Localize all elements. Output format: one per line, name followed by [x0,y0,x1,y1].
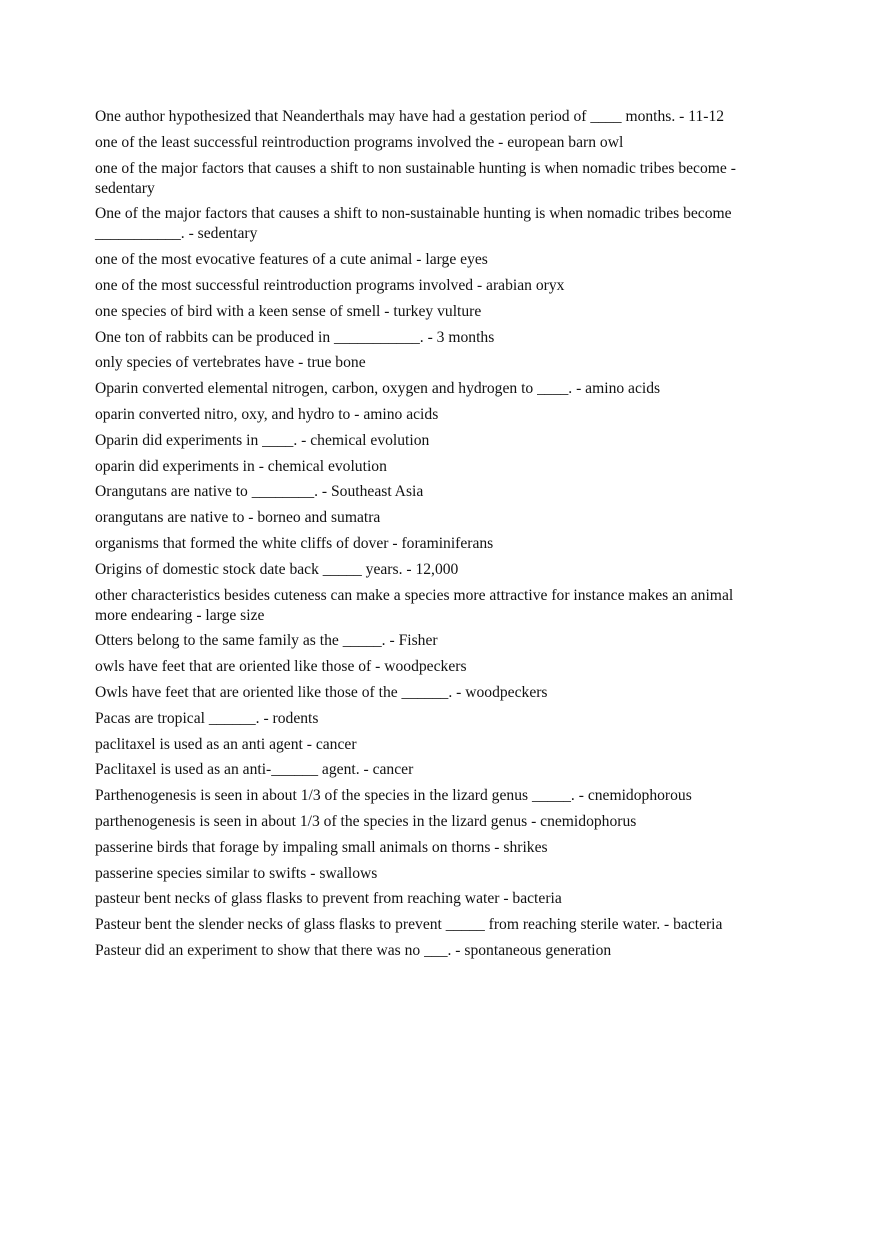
flashcard-entry: oparin converted nitro, oxy, and hydro to - amino acids [95,405,439,423]
flashcard-entry: One ton of rabbits can be produced in ___________. - 3 months [95,328,495,346]
flashcard-entry: pasteur bent necks of glass flasks to prevent from reaching water - bacteria [95,890,562,908]
flashcard-entry: orangutans are native to - borneo and sumatra [95,509,381,527]
flashcard-entry: Owls have feet that are oriented like those of the ______. - woodpeckers [95,683,548,701]
flashcard-entry: Orangutans are native to ________. - Southeast Asia [95,483,424,501]
flashcard-entry: one of the most evocative features of a cute animal - large eyes [95,251,488,269]
flashcard-list [95,107,755,967]
flashcard-entry: passerine birds that forage by impaling small animals on thorns - shrikes [95,838,548,856]
flashcard-entry: one of the least successful reintroduction programs involved the - european barn owl [95,133,624,151]
flashcard-entry: Otters belong to the same family as the _____. - Fisher [95,632,438,650]
flashcard-entry: Pasteur did an experiment to show that there was no ___. - spontaneous generation [95,941,612,959]
flashcard-entry: one of the major factors that causes a shift to non sustainable hunting is when nomadic tribes become - sedentary [95,159,736,197]
flashcard-entry: one species of bird with a keen sense of smell - turkey vulture [95,302,482,320]
flashcard-entry: one of the most successful reintroduction programs involved - arabian oryx [95,276,565,294]
flashcard-entry: Oparin did experiments in ____. - chemical evolution [95,431,430,449]
flashcard-entry: Parthenogenesis is seen in about 1/3 of the species in the lizard genus _____. - cnemidophorous [95,787,692,805]
flashcard-entry: organisms that formed the white cliffs of dover - foraminiferans [95,534,494,552]
flashcard-entry: Origins of domestic stock date back _____ years. - 12,000 [95,560,459,578]
flashcard-entry: One of the major factors that causes a shift to non-sustainable hunting is when nomadic tribes become ___________. - sedentary [95,205,732,243]
flashcard-entry: Pacas are tropical ______. - rodents [95,709,319,727]
flashcard-entry: Pasteur bent the slender necks of glass flasks to prevent _____ from reaching sterile water. - bacteria [95,916,723,934]
flashcard-entry: passerine species similar to swifts - swallows [95,864,378,882]
flashcard-entry: paclitaxel is used as an anti agent - cancer [95,735,357,753]
flashcard-entry: Paclitaxel is used as an anti-______ agent. - cancer [95,761,414,779]
flashcard-entry: owls have feet that are oriented like those of - woodpeckers [95,658,467,676]
flashcard-entry: oparin did experiments in - chemical evolution [95,457,387,475]
flashcard-entry: only species of vertebrates have - true bone [95,354,366,372]
flashcard-entry: One author hypothesized that Neanderthals may have had a gestation period of ____ months. - 11-12 [95,108,725,125]
flashcard-entry: Oparin converted elemental nitrogen, carbon, oxygen and hydrogen to ____. - amino acids [95,380,661,398]
flashcard-entry: parthenogenesis is seen in about 1/3 of the species in the lizard genus - cnemidophorus [95,812,637,830]
flashcard-entry: other characteristics besides cuteness can make a species more attractive for instance makes an animal more endearing - large size [95,586,734,624]
